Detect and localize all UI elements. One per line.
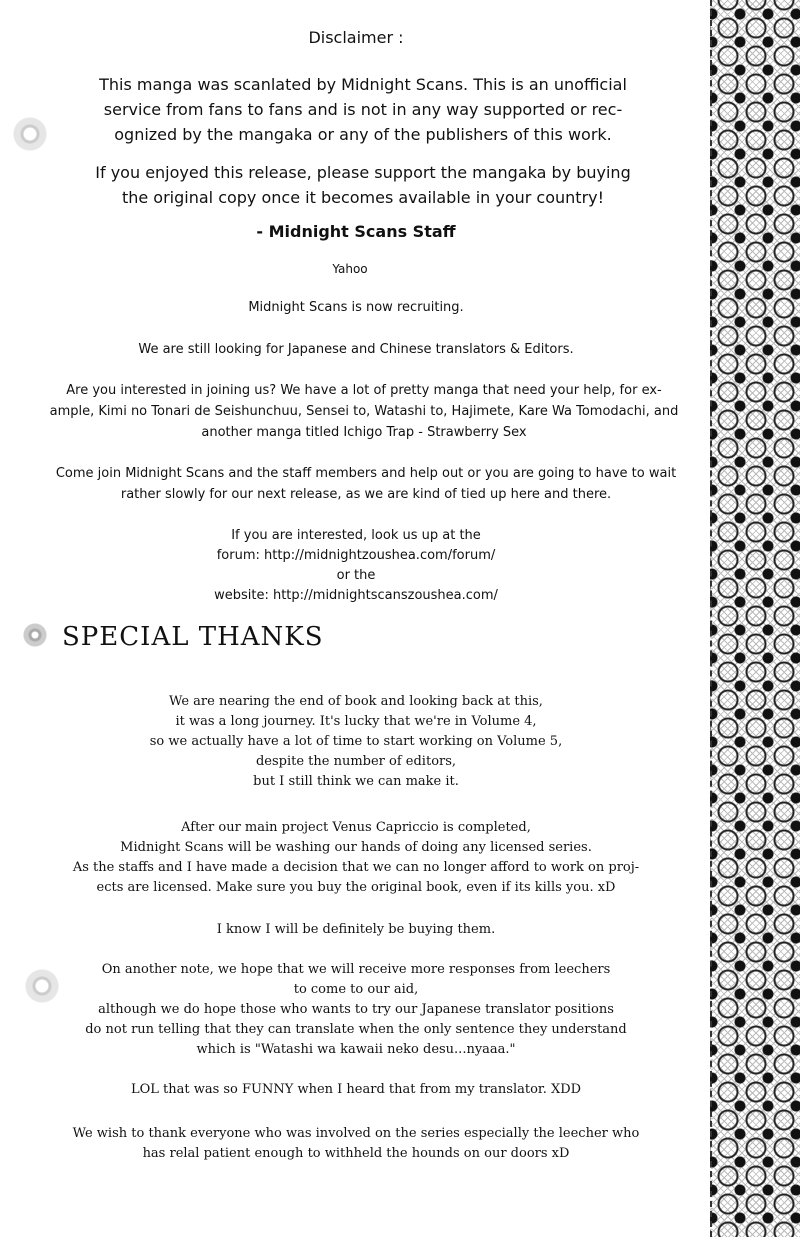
website-link[interactable]: website: http://midnightscanszoushea.com/ [214, 588, 498, 603]
text-line: despite the number of editors, [255, 754, 457, 769]
text-line: another manga titled Ichigo Trap - Strawberry Sex [201, 425, 527, 440]
text-line: We are nearing the end of book and looking back at this, [169, 694, 543, 709]
text-line: which is "Watashi wa kawaii neko desu...nyaaa." [196, 1042, 516, 1057]
text-line: or the [336, 568, 376, 583]
thanks-paragraph-2 [0, 818, 712, 898]
text-line: We wish to thank everyone who was involved on the series especially the leecher who [72, 1126, 640, 1141]
text-line: Are you interested in joining us? We have a lot of pretty manga that need your help, for ex- [66, 383, 662, 398]
thanks-paragraph-4 [0, 960, 712, 1060]
interested-paragraph [24, 380, 704, 443]
text-line: This manga was scanlated by Midnight Scans. This is an unofficial [99, 75, 627, 94]
text-line: On another note, we hope that we will receive more responses from leechers [101, 962, 611, 977]
disclaimer-title: Disclaimer : [308, 28, 404, 47]
text-line: but I still think we can make it. [253, 774, 459, 789]
links-paragraph [0, 526, 712, 606]
text-line: ects are licensed. Make sure you buy the original book, even if its kills you. xD [96, 880, 616, 895]
special-thanks-heading: SPECIAL THANKS [62, 622, 324, 652]
text-line: After our main project Venus Capriccio is completed, [181, 820, 531, 835]
flower-icon [20, 620, 50, 650]
text-line: although we do hope those who wants to try our Japanese translator positions [98, 1002, 614, 1017]
thanks-paragraph-5: LOL that was so FUNNY when I heard that from my translator. XDD [130, 1082, 582, 1097]
thanks-paragraph-6 [0, 1124, 712, 1164]
staff-signature: - Midnight Scans Staff [256, 222, 456, 241]
text-line: ample, Kimi no Tonari de Seishunchuu, Sensei to, Watashi to, Hajimete, Kare Wa Tomodachi, and [49, 404, 679, 419]
thanks-paragraph-1 [0, 692, 712, 792]
text-line: do not run telling that they can translate when the only sentence they understand [85, 1022, 627, 1037]
text-line: service from fans to fans and is not in any way supported or rec- [103, 100, 623, 119]
text-line: Midnight Scans will be washing our hands of doing any licensed series. [120, 840, 592, 855]
disclaimer-paragraph-1 [18, 72, 708, 147]
thanks-paragraph-3: I know I will be definitely be buying them. [216, 922, 496, 937]
text-line: As the staffs and I have made a decision that we can no longer afford to work on proj- [72, 860, 640, 875]
forum-link[interactable]: forum: http://midnightzoushea.com/forum/ [216, 548, 496, 563]
text-line: has relal patient enough to withheld the hounds on our doors xD [142, 1146, 570, 1161]
recruiting-headline: Midnight Scans is now recruiting. [248, 300, 464, 315]
text-line: If you are interested, look us up at the [231, 528, 481, 543]
disclaimer-paragraph-2 [18, 160, 708, 210]
text-line: so we actually have a lot of time to start working on Volume 5, [149, 734, 563, 749]
text-line: Come join Midnight Scans and the staff members and help out or you are going to have to wait [55, 466, 677, 481]
lace-border-decoration [710, 0, 800, 1237]
text-line: rather slowly for our next release, as we are kind of tied up here and there. [120, 487, 612, 502]
yahoo-label: Yahoo [332, 262, 368, 276]
text-line: If you enjoyed this release, please support the mangaka by buying [95, 163, 631, 182]
looking-for-translators: We are still looking for Japanese and Chinese translators & Editors. [138, 342, 574, 357]
join-paragraph [28, 463, 704, 505]
text-line: to come to our aid, [293, 982, 419, 997]
text-line: it was a long journey. It's lucky that we're in Volume 4, [175, 714, 537, 729]
text-line: ognized by the mangaka or any of the publishers of this work. [114, 125, 612, 144]
text-line: the original copy once it becomes available in your country! [121, 188, 605, 207]
